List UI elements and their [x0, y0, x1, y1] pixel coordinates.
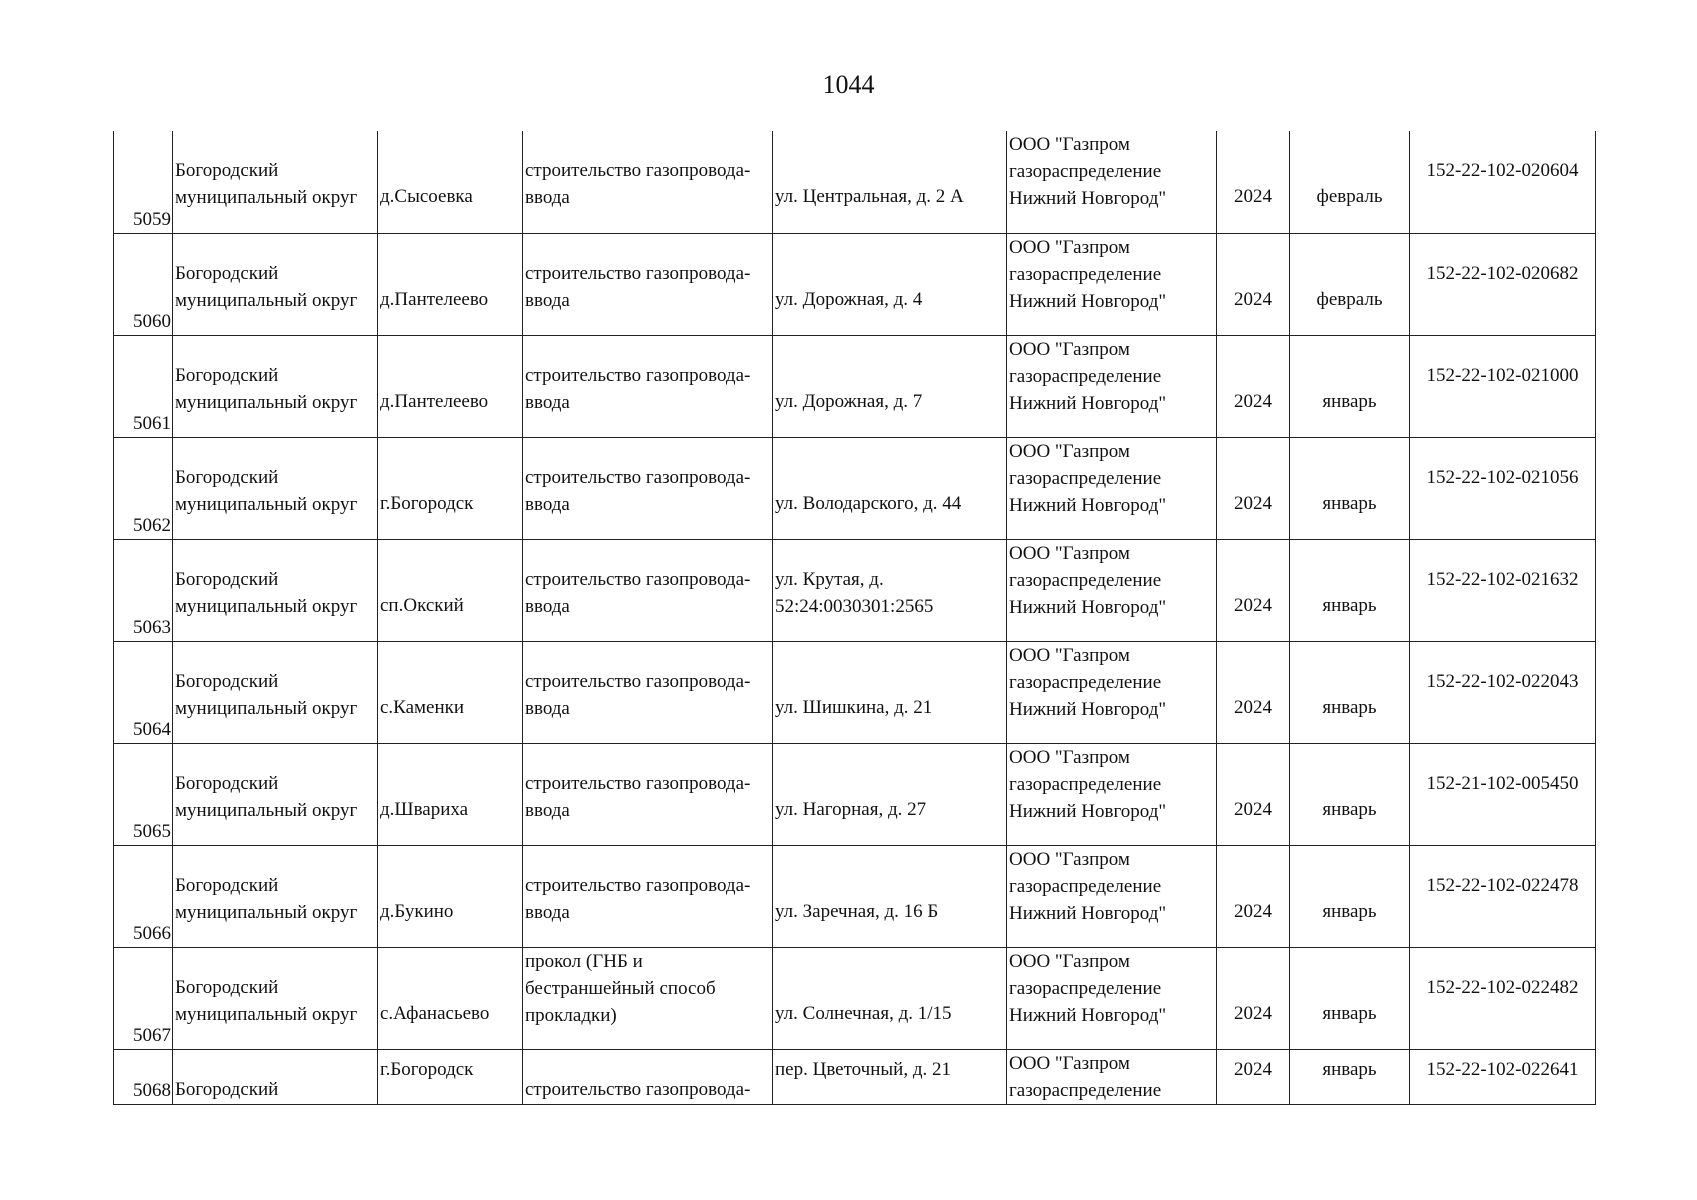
address: ул. Крутая, д. 52:24:0030301:2565: [773, 539, 1007, 641]
row-number: 5064: [114, 641, 173, 743]
organization: ООО "Газпром газораспределение Нижний Новгород": [1007, 131, 1217, 233]
work-type: строительство газопровода-ввода: [523, 641, 773, 743]
address: ул. Центральная, д. 2 А: [773, 131, 1007, 233]
table-row: [114, 233, 1596, 335]
month: январь: [1290, 947, 1410, 1049]
district: Богородский муниципальный округ: [173, 233, 378, 335]
organization: ООО "Газпром газораспределение Нижний Новгород": [1007, 743, 1217, 845]
locality: д.Сысоевка: [378, 131, 523, 233]
year: 2024: [1217, 131, 1290, 233]
table-row: [114, 335, 1596, 437]
code: 152-22-102-021632: [1410, 539, 1596, 641]
work-type: строительство газопровода-ввода: [523, 743, 773, 845]
district: Богородский муниципальный округ: [173, 131, 378, 233]
locality: д.Пантелеево: [378, 233, 523, 335]
year: 2024: [1217, 1049, 1290, 1104]
code: 152-22-102-022478: [1410, 845, 1596, 947]
table-row: [114, 743, 1596, 845]
month: февраль: [1290, 233, 1410, 335]
code: 152-22-102-020604: [1410, 131, 1596, 233]
organization: ООО "Газпром газораспределение Нижний Новгород": [1007, 335, 1217, 437]
month: январь: [1290, 743, 1410, 845]
code: 152-22-102-022482: [1410, 947, 1596, 1049]
table-row: [114, 437, 1596, 539]
district: Богородский муниципальный округ: [173, 437, 378, 539]
locality: д.Пантелеево: [378, 335, 523, 437]
month: январь: [1290, 437, 1410, 539]
locality: с.Афанасьево: [378, 947, 523, 1049]
locality: д.Швариха: [378, 743, 523, 845]
gas-connection-table: [113, 131, 1596, 1105]
organization: ООО "Газпром газораспределение Нижний Новгород": [1007, 233, 1217, 335]
organization: ООО "Газпром газораспределение Нижний Новгород": [1007, 641, 1217, 743]
code: 152-22-102-021056: [1410, 437, 1596, 539]
organization: ООО "Газпром газораспределение Нижний Новгород": [1007, 437, 1217, 539]
code: 152-22-102-021000: [1410, 335, 1596, 437]
locality: сп.Окский: [378, 539, 523, 641]
district: Богородский муниципальный округ: [173, 947, 378, 1049]
year: 2024: [1217, 845, 1290, 947]
work-type: строительство газопровода-ввода: [523, 335, 773, 437]
table-row: [114, 1049, 1596, 1104]
organization: ООО "Газпром газораспределение: [1007, 1049, 1217, 1104]
row-number: 5067: [114, 947, 173, 1049]
row-number: 5062: [114, 437, 173, 539]
locality: с.Каменки: [378, 641, 523, 743]
organization: ООО "Газпром газораспределение Нижний Новгород": [1007, 947, 1217, 1049]
work-type: строительство газопровода-: [523, 1049, 773, 1104]
address: ул. Дорожная, д. 7: [773, 335, 1007, 437]
year: 2024: [1217, 335, 1290, 437]
month: январь: [1290, 335, 1410, 437]
address: ул. Заречная, д. 16 Б: [773, 845, 1007, 947]
work-type: прокол (ГНБ и бестраншейный способ прокладки): [523, 947, 773, 1049]
code: 152-21-102-005450: [1410, 743, 1596, 845]
row-number: 5061: [114, 335, 173, 437]
row-number: 5065: [114, 743, 173, 845]
address: ул. Нагорная, д. 27: [773, 743, 1007, 845]
month: январь: [1290, 845, 1410, 947]
address: ул. Солнечная, д. 1/15: [773, 947, 1007, 1049]
page-number: 1044: [822, 70, 875, 99]
table-row: [114, 845, 1596, 947]
district: Богородский: [173, 1049, 378, 1104]
code: 152-22-102-020682: [1410, 233, 1596, 335]
locality: г.Богородск: [378, 437, 523, 539]
month: январь: [1290, 539, 1410, 641]
address: ул. Володарского, д. 44: [773, 437, 1007, 539]
year: 2024: [1217, 233, 1290, 335]
organization: ООО "Газпром газораспределение Нижний Новгород": [1007, 845, 1217, 947]
district: Богородский муниципальный округ: [173, 743, 378, 845]
work-type: строительство газопровода-ввода: [523, 131, 773, 233]
row-number: 5063: [114, 539, 173, 641]
work-type: строительство газопровода-ввода: [523, 539, 773, 641]
work-type: строительство газопровода-ввода: [523, 233, 773, 335]
row-number: 5060: [114, 233, 173, 335]
address: пер. Цветочный, д. 21: [773, 1049, 1007, 1104]
code: 152-22-102-022641: [1410, 1049, 1596, 1104]
organization: ООО "Газпром газораспределение Нижний Новгород": [1007, 539, 1217, 641]
month: январь: [1290, 641, 1410, 743]
address: ул. Шишкина, д. 21: [773, 641, 1007, 743]
row-number: 5066: [114, 845, 173, 947]
table-row: [114, 641, 1596, 743]
work-type: строительство газопровода-ввода: [523, 845, 773, 947]
address: ул. Дорожная, д. 4: [773, 233, 1007, 335]
locality: г.Богородск: [378, 1049, 523, 1104]
table-row: [114, 131, 1596, 233]
district: Богородский муниципальный округ: [173, 845, 378, 947]
district: Богородский муниципальный округ: [173, 539, 378, 641]
year: 2024: [1217, 437, 1290, 539]
row-number: 5059: [114, 131, 173, 233]
locality: д.Букино: [378, 845, 523, 947]
year: 2024: [1217, 539, 1290, 641]
month: январь: [1290, 1049, 1410, 1104]
work-type: строительство газопровода-ввода: [523, 437, 773, 539]
month: февраль: [1290, 131, 1410, 233]
table-row: [114, 947, 1596, 1049]
year: 2024: [1217, 743, 1290, 845]
district: Богородский муниципальный округ: [173, 641, 378, 743]
code: 152-22-102-022043: [1410, 641, 1596, 743]
row-number: 5068: [114, 1049, 173, 1104]
table-row: [114, 539, 1596, 641]
district: Богородский муниципальный округ: [173, 335, 378, 437]
year: 2024: [1217, 641, 1290, 743]
year: 2024: [1217, 947, 1290, 1049]
